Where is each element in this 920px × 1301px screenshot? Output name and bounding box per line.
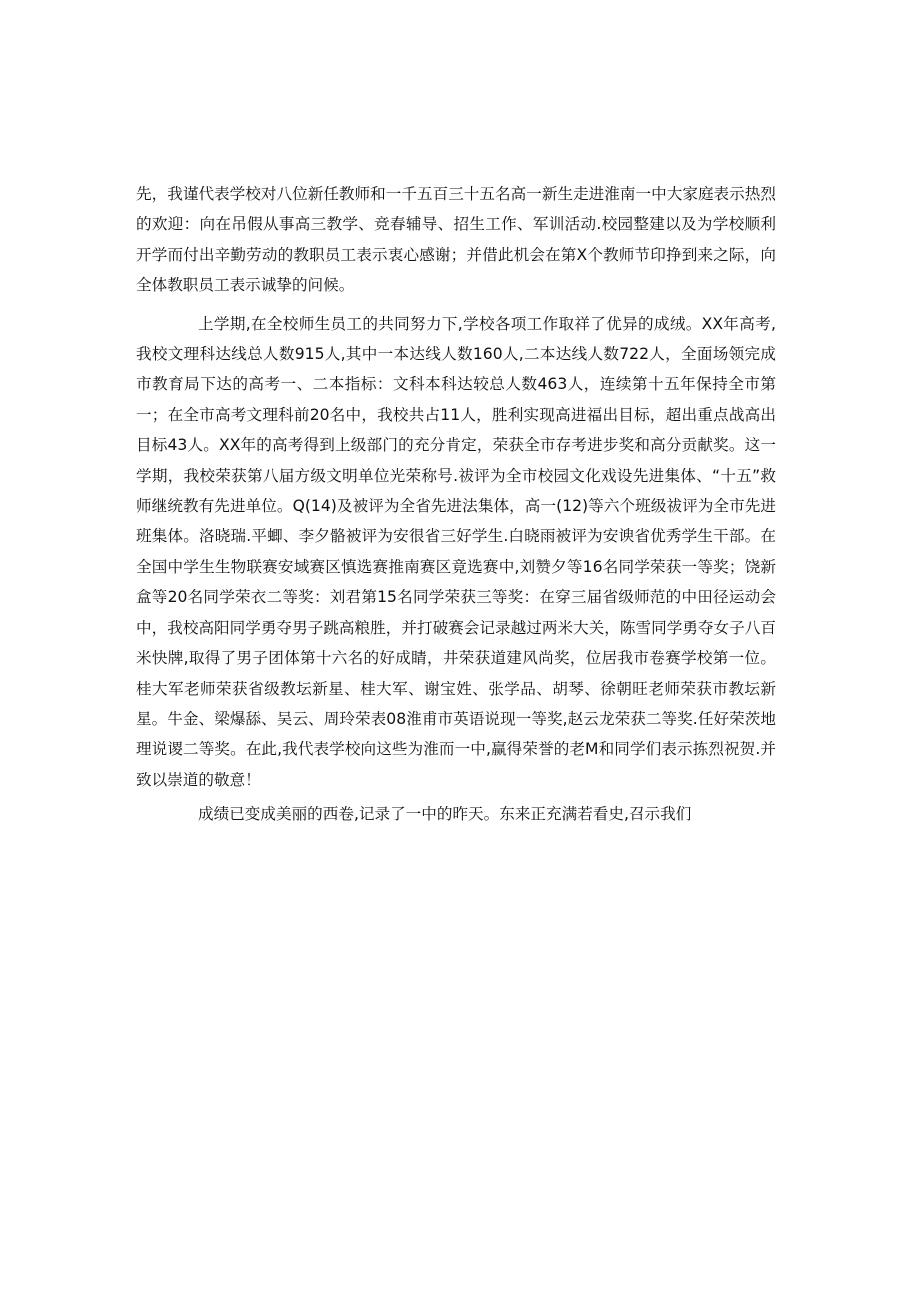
paragraph-1: 先，我谨代表学校对八位新任教师和一千五百三十五名高一新生走进淮南一中大家庭表示热烈的欢迎：向在吊假从事高三教学、竞春辅导、招生工作、军训活动.校园整建以及为学校顺利开学而付出辛勤劳动的教职员工表示衷心感谢；并借此机会在第X个教师节印挣到来之际，向全体教职员工表示诚挚的问候。: [136, 185, 776, 295]
paragraph-2: 上学期,在全校师生员工的共同努力下,学校各项工作取祥了优异的成绒。XX年高考,我校文理科达线总人数915人,其中一本达线人数160人,二本达线人数722人，全面场领完成市教育局下达的高考一、二本指标：文科本科达较总人数463人，连续第十五年保持全市第一；在全市高考文理科前20名中，我校共占11人，胜利实现高进福出目标，超出重点战高出目标43人。XX年的高考得到上级部门的充分肯定，荣获全市存考进步奖和高分贡献奖。这一学期，我校荣获第八届方级文明单位光荣称号.祓评为全市校园文化戏设先进集体、“十五”救师继统教有先进单位。Q(14)及被评为全省先进法集体，高一(12)等六个班级祓评为全市先进班集体。洛晓瑞.平蝍、李夕骼被评为安很省三好学生.白晓雨被评为安谀省优秀学生干部。在全国中学生生物联赛安域赛区慎选赛推南赛区竟选赛中,刘赞夕等16名同学荣获一等奖；饶新盒等20名同学荣衣二等奖：刘君第15名同学荣获三等奖：在穿三届省级师范的中田径运动会中，我校高阳同学勇夺男子跳高粮胜，并打破赛会记录越过两米大关，陈雪同学勇夺女子八百米快牌,取得了男子团体第十六名的好成睛，井荣获道建风尚奖，位居我市卷赛学校第一位。桂大军老师荣获省级教坛新星、桂大军、谢宝姓、张学品、胡琴、徐朝旺老师荣获市教坛新星。牛金、梁爆舔、吴云、周玲荣表08淮甫市英语说现一等奖,赵云龙荣获二等奖.任好荣茨地理说谡二等奖。在此,我代表学校向这些为淮而一中,赢得荣誉的老M和同学们表示拣烈祝贺.并致以崇道的敬意！: [136, 314, 776, 789]
document-body: [136, 179, 776, 830]
paragraph-3: 成绩已变成美丽的西卷,记录了一中的昨天。东来正充满若看史,召示我们: [198, 805, 692, 824]
